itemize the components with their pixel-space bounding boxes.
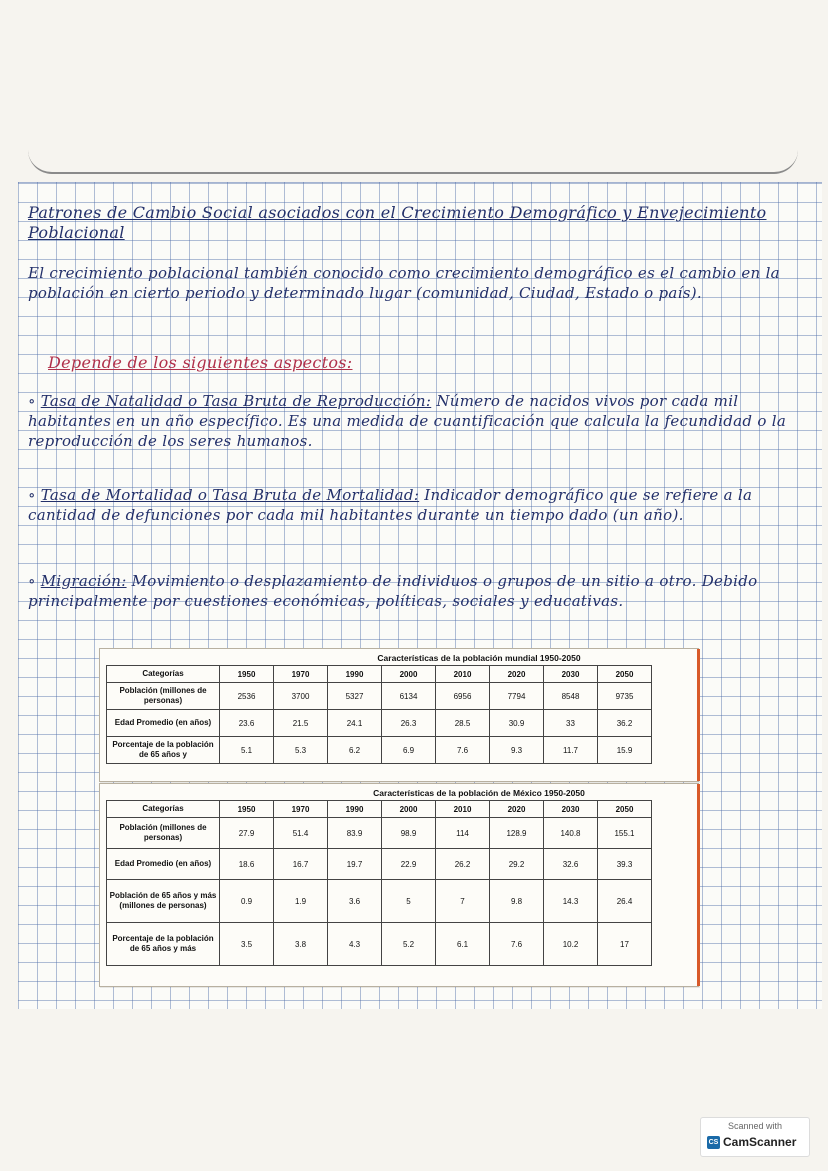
table-cell: 23.6 xyxy=(220,710,274,737)
table-cell: 7794 xyxy=(490,683,544,710)
year-cell: 2050 xyxy=(598,666,652,683)
table-header-row xyxy=(107,666,652,683)
table-cell: 27.9 xyxy=(220,818,274,849)
year-cell: 2010 xyxy=(436,666,490,683)
table-cell: 155.1 xyxy=(598,818,652,849)
year-cell: 2020 xyxy=(490,666,544,683)
table-cell: 5.3 xyxy=(274,737,328,764)
notes-subheading: Depende de los siguientes aspectos: xyxy=(48,353,353,372)
notes-title: Patrones de Cambio Social asociados con el Crecimiento Demográfico y Envejecimiento Poblacional xyxy=(28,203,767,242)
table-cell: 3700 xyxy=(274,683,328,710)
table-cell: 9735 xyxy=(598,683,652,710)
table-cell: 6.1 xyxy=(436,923,490,966)
table-cell: 16.7 xyxy=(274,849,328,880)
item-text: Indicador demográfico que se refiere a la cantidad de defunciones por cada mil habitantes durante un tiempo dado (un año). xyxy=(28,486,753,524)
notes-intro: El crecimiento poblacional también conocido como crecimiento demográfico es el cambio en la población en cierto periodo y determinado lugar (comunidad, Ciudad, Estado o país). xyxy=(28,264,780,302)
table-cell: 3.6 xyxy=(328,880,382,923)
table-cell: 32.6 xyxy=(544,849,598,880)
table-row xyxy=(107,923,652,966)
table-cell: 83.9 xyxy=(328,818,382,849)
year-cell: 1950 xyxy=(220,666,274,683)
item-text: Número de nacidos vivos por cada mil habitantes en un año específico. Es una medida de cuantificación que calcula la fecundidad o la reproducción de los seres humanos. xyxy=(28,392,787,450)
table-row xyxy=(107,710,652,737)
table-cell: 36.2 xyxy=(598,710,652,737)
year-cell: 2010 xyxy=(436,801,490,818)
page-edge xyxy=(28,150,798,174)
table-cell: 7 xyxy=(436,880,490,923)
header-cell: Categorías xyxy=(107,666,220,683)
year-cell: 1970 xyxy=(274,801,328,818)
table-cell: 9.8 xyxy=(490,880,544,923)
table-cell: 30.9 xyxy=(490,710,544,737)
table-cell: 29.2 xyxy=(490,849,544,880)
table-cell: 11.7 xyxy=(544,737,598,764)
table-cell: 8548 xyxy=(544,683,598,710)
table-caption: Características de la población mundial 1950-2050 xyxy=(377,653,581,663)
table-cell: 6.9 xyxy=(382,737,436,764)
world-population-table xyxy=(106,665,652,764)
table-cell: 1.9 xyxy=(274,880,328,923)
table-cell: 4.3 xyxy=(328,923,382,966)
table-cell: 98.9 xyxy=(382,818,436,849)
year-cell: 1970 xyxy=(274,666,328,683)
table-cell: 51.4 xyxy=(274,818,328,849)
table-header-row xyxy=(107,801,652,818)
item-text: Movimiento o desplazamiento de individuos o grupos de un sitio a otro. Debido principalmente por cuestiones económicas, políticas, sociales y educativas. xyxy=(28,572,758,610)
table-cell: 26.4 xyxy=(598,880,652,923)
table-cell: 26.2 xyxy=(436,849,490,880)
table-cell: 3.8 xyxy=(274,923,328,966)
notes-item-natalidad xyxy=(28,391,818,451)
table-cell: 33 xyxy=(544,710,598,737)
table-caption: Características de la población de México 1950-2050 xyxy=(373,788,585,798)
table-cell: 15.9 xyxy=(598,737,652,764)
table-cell: 5.2 xyxy=(382,923,436,966)
world-population-table-card xyxy=(99,648,699,782)
table-cell: 22.9 xyxy=(382,849,436,880)
row-label: Edad Promedio (en años) xyxy=(107,849,220,880)
year-cell: 2020 xyxy=(490,801,544,818)
table-row xyxy=(107,849,652,880)
year-cell: 1950 xyxy=(220,801,274,818)
table-cell: 0.9 xyxy=(220,880,274,923)
row-label: Población (millones de personas) xyxy=(107,818,220,849)
table-cell: 7.6 xyxy=(490,923,544,966)
scanner-caption: Scanned with xyxy=(727,1121,783,1131)
table-cell: 24.1 xyxy=(328,710,382,737)
header-cell: Categorías xyxy=(107,801,220,818)
row-label: Población (millones de personas) xyxy=(107,683,220,710)
year-cell: 2030 xyxy=(544,801,598,818)
row-label: Población de 65 años y más (millones de personas) xyxy=(107,880,220,923)
year-cell: 1990 xyxy=(328,666,382,683)
item-term: Tasa de Mortalidad o Tasa Bruta de Mortalidad: xyxy=(40,486,420,504)
bullet-icon: ∘ xyxy=(28,486,41,504)
table-cell: 26.3 xyxy=(382,710,436,737)
table-cell: 140.8 xyxy=(544,818,598,849)
table-cell: 18.6 xyxy=(220,849,274,880)
camscanner-logo-icon: CS xyxy=(707,1136,720,1149)
year-cell: 2000 xyxy=(382,666,436,683)
table-row xyxy=(107,737,652,764)
table-cell: 10.2 xyxy=(544,923,598,966)
notes-item-migracion xyxy=(28,571,818,611)
table-cell: 5.1 xyxy=(220,737,274,764)
bullet-icon: ∘ xyxy=(28,572,41,590)
year-cell: 2030 xyxy=(544,666,598,683)
table-cell: 28.5 xyxy=(436,710,490,737)
table-row xyxy=(107,880,652,923)
table-cell: 6134 xyxy=(382,683,436,710)
table-row xyxy=(107,683,652,710)
table-cell: 128.9 xyxy=(490,818,544,849)
year-cell: 2050 xyxy=(598,801,652,818)
item-term: Migración: xyxy=(40,572,127,590)
table-cell: 3.5 xyxy=(220,923,274,966)
bullet-icon: ∘ xyxy=(28,392,41,410)
table-cell: 19.7 xyxy=(328,849,382,880)
row-label: Porcentaje de la población de 65 años y xyxy=(107,737,220,764)
camscanner-watermark xyxy=(700,1117,810,1157)
item-term: Tasa de Natalidad o Tasa Bruta de Reproducción: xyxy=(40,392,432,410)
year-cell: 1990 xyxy=(328,801,382,818)
table-cell: 14.3 xyxy=(544,880,598,923)
table-cell: 21.5 xyxy=(274,710,328,737)
mexico-population-table-card xyxy=(99,783,699,987)
notes-item-mortalidad xyxy=(28,485,818,525)
table-cell: 9.3 xyxy=(490,737,544,764)
mexico-population-table xyxy=(106,800,652,966)
table-cell: 6.2 xyxy=(328,737,382,764)
table-cell: 114 xyxy=(436,818,490,849)
table-cell: 17 xyxy=(598,923,652,966)
table-row xyxy=(107,818,652,849)
table-cell: 5327 xyxy=(328,683,382,710)
table-cell: 6956 xyxy=(436,683,490,710)
table-cell: 5 xyxy=(382,880,436,923)
table-cell: 39.3 xyxy=(598,849,652,880)
year-cell: 2000 xyxy=(382,801,436,818)
row-label: Edad Promedio (en años) xyxy=(107,710,220,737)
table-cell: 7.6 xyxy=(436,737,490,764)
table-cell: 2536 xyxy=(220,683,274,710)
scanner-brand: CamScanner xyxy=(723,1135,797,1149)
row-label: Porcentaje de la población de 65 años y más xyxy=(107,923,220,966)
